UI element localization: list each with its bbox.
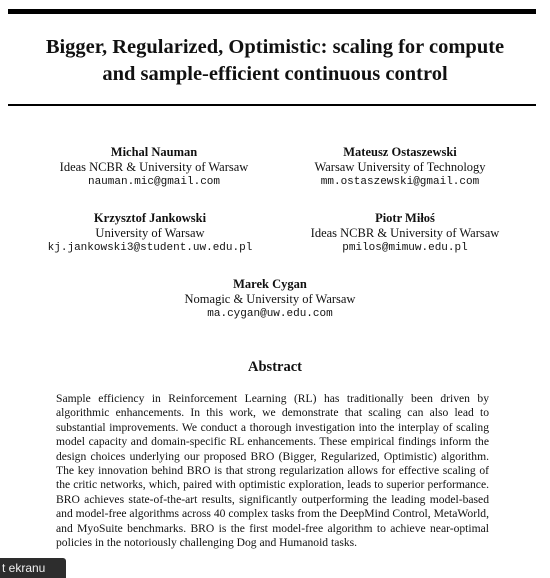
author-name: Piotr Miłoś bbox=[375, 211, 435, 225]
title-bottom-rule bbox=[8, 104, 536, 106]
abstract-text: Sample efficiency in Reinforcement Learning (RL) has traditionally been driven by algorithmic enhancements. In this work, we demonstrate that scaling can also lead to substantial improvements. We conduct a thorough investigation into the interplay of scaling model capacity and domain-specific RL enhancements. These empirical findings inform the design choices underlying our proposed BRO (Bigger, Regularized, Optimistic) algorithm. The key innovation behind BRO is that strong regularization allows for effective scaling of the critic networks, which, paired with optimistic exploration, leads to superior performance. BRO achieves state-of-the-art results, significantly outperforming the leading model-based and model-free algorithms across 40 complex tasks from the DeepMind Control, MetaWorld, and MyoSuite benchmarks. BRO is the first model-free algorithm to achieve near-optimal policies in the notoriously challenging Dog and Humanoid tasks. bbox=[56, 392, 489, 550]
author-affiliation: Ideas NCBR & University of Warsaw bbox=[59, 160, 249, 174]
title-line-2: and sample-efficient continuous control bbox=[102, 63, 448, 85]
author-name: Mateusz Ostaszewski bbox=[343, 145, 457, 159]
author-block bbox=[14, 211, 286, 256]
author-name: Michal Nauman bbox=[110, 145, 198, 159]
author-affiliation: Warsaw University of Technology bbox=[314, 160, 486, 174]
author-email: mm.ostaszewski@gmail.com bbox=[320, 176, 480, 188]
author-block bbox=[285, 145, 515, 190]
author-affiliation: University of Warsaw bbox=[95, 226, 205, 240]
paper-title bbox=[0, 34, 550, 88]
screenshot-tooltip[interactable]: t ekranu bbox=[0, 558, 66, 578]
author-block bbox=[34, 145, 274, 190]
author-affiliation: Nomagic & University of Warsaw bbox=[184, 292, 356, 306]
author-email: pmilos@mimuw.edu.pl bbox=[342, 242, 468, 254]
abstract-heading: Abstract bbox=[248, 359, 302, 375]
title-line-1: Bigger, Regularized, Optimistic: scaling for compute bbox=[45, 36, 505, 58]
author-email: nauman.mic@gmail.com bbox=[87, 176, 221, 188]
author-block bbox=[290, 211, 520, 256]
author-block bbox=[150, 277, 390, 322]
author-email: kj.jankowski3@student.uw.edu.pl bbox=[47, 242, 253, 254]
author-email: ma.cygan@uw.edu.com bbox=[207, 308, 333, 320]
top-rule bbox=[8, 9, 536, 14]
author-affiliation: Ideas NCBR & University of Warsaw bbox=[310, 226, 500, 240]
author-name: Marek Cygan bbox=[233, 277, 307, 291]
author-name: Krzysztof Jankowski bbox=[93, 211, 207, 225]
